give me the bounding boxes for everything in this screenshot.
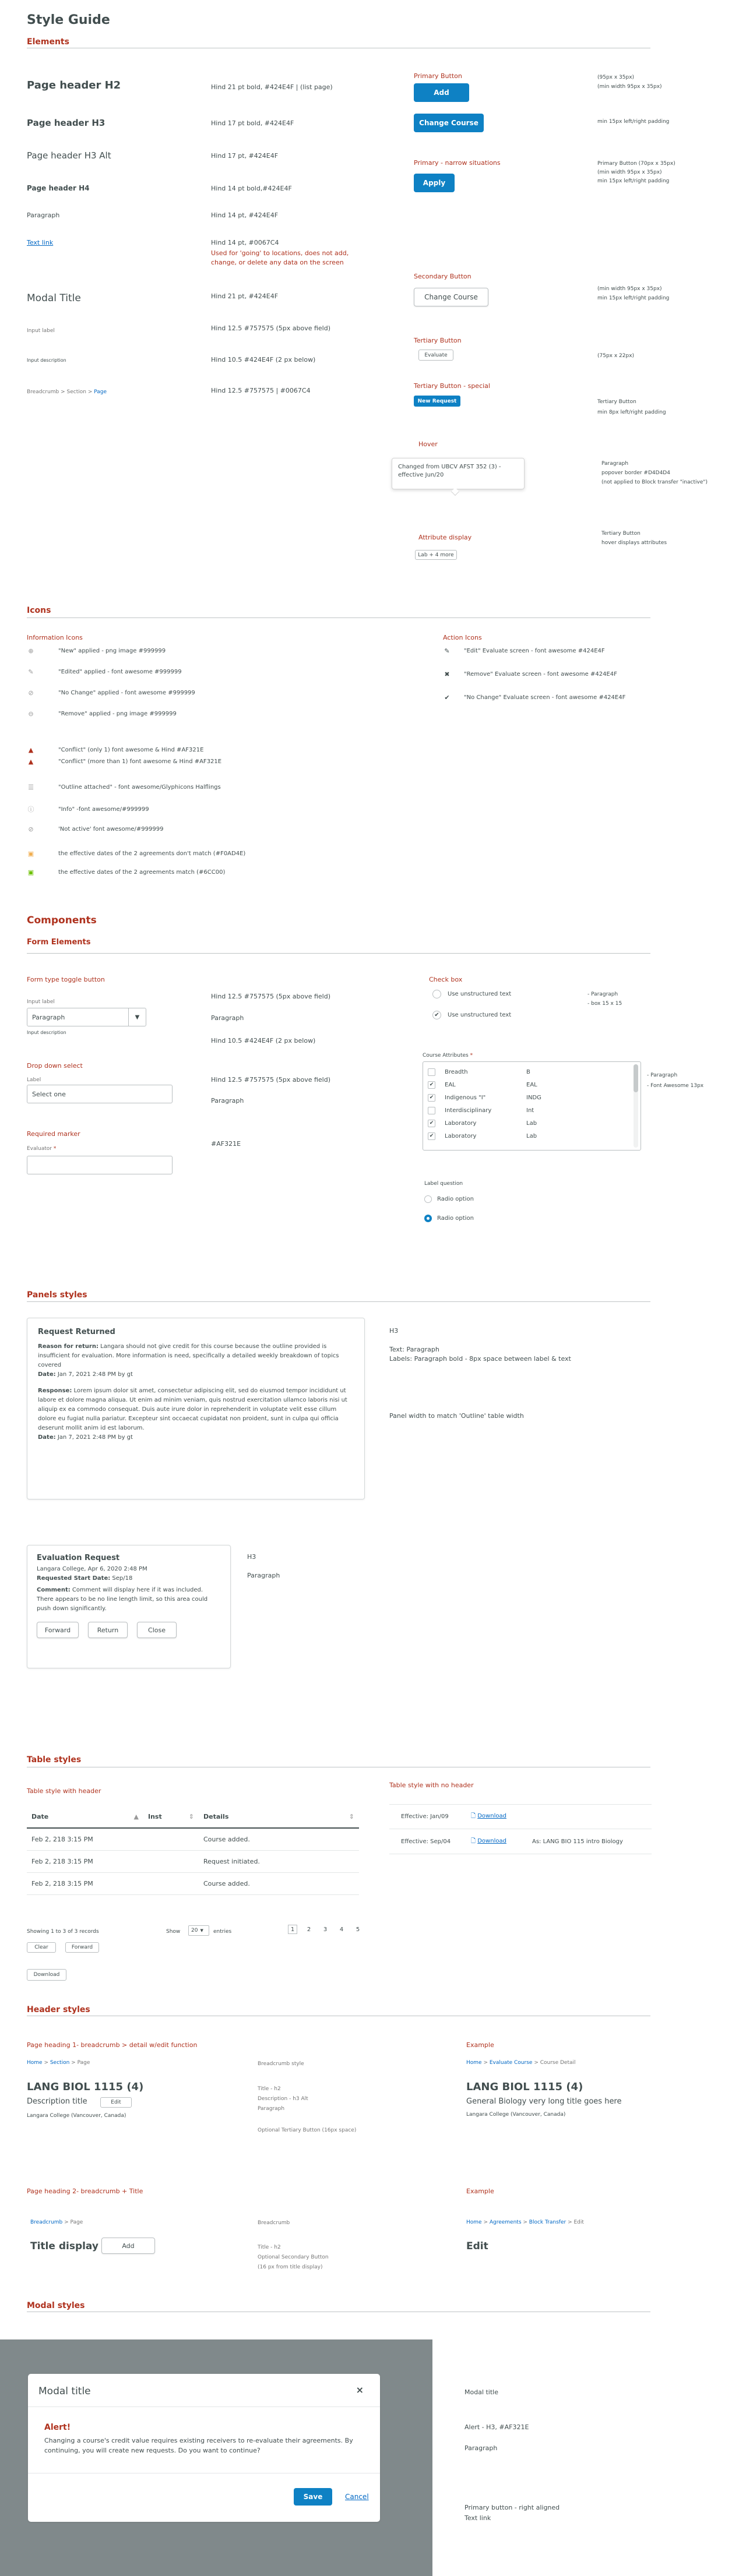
- download-link[interactable]: 🗋 Download: [471, 1837, 506, 1844]
- paragraph-sample: Paragraph: [27, 211, 60, 219]
- primary-spec-2: (min width 95px x 35px): [597, 84, 662, 90]
- panel-spec-text1: Text: Paragraph: [389, 1346, 439, 1353]
- checkbox-checked[interactable]: ✔: [432, 1011, 441, 1019]
- checkbox-checked[interactable]: ✔: [428, 1132, 435, 1140]
- download-button[interactable]: Download: [27, 1969, 66, 1981]
- ex1-college: Langara College (Vancouver, Canada): [466, 2112, 566, 2118]
- input-label-sample: Input label: [27, 328, 55, 334]
- dropdown-spec-2: Paragraph: [211, 1097, 244, 1104]
- toggle-select[interactable]: [27, 1008, 146, 1026]
- info-icon-row: [27, 647, 166, 655]
- toggle-spec-2: Paragraph: [211, 1014, 244, 1022]
- tertiary-spec: (75px x 22px): [597, 353, 635, 359]
- modal-spec-4: Primary button - right aligned: [465, 2504, 560, 2511]
- course-attribute-item[interactable]: [423, 1078, 629, 1091]
- toggle-spec-1: Hind 12.5 #757575 (5px above field): [211, 993, 331, 1000]
- new-icon: ⊕: [28, 647, 34, 655]
- eval-spec-h3: H3: [247, 1553, 256, 1561]
- h2-label: Page heading 2- breadcrumb + Title: [27, 2187, 143, 2195]
- table-header-label: Table style with header: [27, 1787, 101, 1795]
- modal-body: Changing a course's credit value requires existing receivers to re-evaluate their agreements. By continuing, you will create new requests. Do you want to continue?: [44, 2437, 353, 2454]
- secondary-spec-1: (min width 95px x 35px): [597, 286, 662, 292]
- table-row: Effective: Jan/09 🗋 Download: [389, 1805, 652, 1829]
- download-link[interactable]: 🗋 Download: [471, 1813, 506, 1819]
- info-icon-text: "No Change" applied - font awesome #999999: [58, 689, 195, 696]
- action-icon-text: "Remove" Evaluate screen - font awesome #424E4F: [464, 671, 617, 677]
- checkbox-checked[interactable]: ✔: [428, 1081, 435, 1089]
- modal-title-spec: Hind 21 pt, #424E4F: [211, 292, 279, 300]
- no-change-icon: ⊘: [28, 689, 34, 697]
- remove-icon[interactable]: ✖: [444, 670, 450, 678]
- info-icon-row: [27, 849, 245, 858]
- tertiary-special-spec-1: Tertiary Button: [597, 399, 636, 405]
- page-4[interactable]: 4: [339, 1926, 344, 1933]
- attribute-display-label: Attribute display: [418, 534, 472, 541]
- panels-heading: Panels styles: [27, 1290, 87, 1300]
- info-icon-text: "Conflict" (more than 1) font awesome & Hind #AF321E: [58, 758, 222, 765]
- radio-selected[interactable]: [424, 1215, 432, 1222]
- dropdown-spec-1: Hind 12.5 #757575 (5px above field): [211, 1076, 331, 1084]
- file-icon: 🗋: [471, 1813, 476, 1819]
- ex1-breadcrumb: Home > Evaluate Course > Course Detail: [466, 2060, 576, 2066]
- info-icons-label: Information Icons: [27, 634, 83, 641]
- page-3[interactable]: 3: [323, 1926, 328, 1933]
- ex1-title: LANG BIOL 1115 (4): [466, 2081, 583, 2093]
- course-attribute-code: Lab: [526, 1132, 537, 1139]
- h2-sample: Page header H2: [27, 79, 121, 91]
- modal-alert: Alert!: [44, 2423, 71, 2432]
- h1-breadcrumb: Home > Section > Page: [27, 2060, 90, 2066]
- narrow-button-label: Primary - narrow situations: [414, 159, 501, 167]
- hover-popover: [392, 458, 525, 489]
- narrow-spec-2: (min width 95px x 35px): [597, 170, 662, 175]
- course-attribute-item[interactable]: [423, 1117, 629, 1130]
- example-label-2: Example: [466, 2187, 494, 2195]
- table-row: Feb 2, 218 3:15 PM Course added.: [27, 1828, 359, 1850]
- entries-label: entries: [213, 1929, 232, 1935]
- course-attribute-code: INDG: [526, 1094, 541, 1101]
- checkbox-text-2: Use unstructured text: [448, 1012, 512, 1018]
- course-attribute-name: Breadth: [445, 1068, 468, 1075]
- table-row: Effective: Sep/04 🗋 Download As: LANG BIO 115 intro Biology: [389, 1829, 652, 1854]
- h4-sample: Page header H4: [27, 184, 90, 192]
- chevron-down-icon: ▼: [128, 1008, 146, 1026]
- modal-dialog: [28, 2374, 380, 2522]
- col-date[interactable]: Date ▲: [27, 1806, 143, 1828]
- h2-spec-2: Title - h2: [258, 2245, 281, 2250]
- hover-spec-3: (not applied to Block transfer "inactive"): [601, 479, 708, 485]
- tertiary-button-label: Tertiary Button: [414, 337, 462, 344]
- course-attribute-name: Indigenous "I": [445, 1094, 486, 1101]
- history-table: [27, 1806, 359, 1895]
- ex2-breadcrumb: Home > Agreements > Block Transfer > Edit: [466, 2219, 584, 2225]
- page-5[interactable]: 5: [356, 1926, 360, 1933]
- date-2: Date: Jan 7, 2021 2:48 PM by gt: [38, 1434, 133, 1441]
- modal-spec-3: Paragraph: [465, 2444, 498, 2452]
- checkbox-checked[interactable]: ✔: [428, 1094, 435, 1102]
- checkbox-label: Check box: [429, 976, 463, 983]
- clear-button[interactable]: Clear: [27, 1942, 56, 1953]
- attribute-more-button[interactable]: Lab + 4 more: [415, 550, 457, 560]
- course-attribute-code: Lab: [526, 1120, 537, 1127]
- info-icon-text: the effective dates of the 2 agreements don't match (#F0AD4E): [58, 850, 246, 857]
- info-icon-row: [27, 710, 177, 718]
- info-icon-text: 'Not active' font awesome/#999999: [58, 825, 164, 832]
- info-icon-text: "Edited" applied - font awesome #999999: [58, 668, 182, 675]
- check-icon[interactable]: ✔: [444, 693, 450, 701]
- ex2-title: Edit: [466, 2240, 488, 2252]
- show-label: Show: [166, 1929, 181, 1935]
- course-attribute-name: Laboratory: [445, 1120, 477, 1127]
- h1-college: Langara College (Vancouver, Canada): [27, 2113, 126, 2119]
- h1-edit-button[interactable]: Edit: [100, 2097, 132, 2108]
- attr-spec-1: Tertiary Button: [601, 531, 641, 537]
- info-icons-list: [27, 647, 388, 880]
- h2-spec-4: (16 px from title display): [258, 2264, 323, 2270]
- table-row: Feb 2, 218 3:15 PM Course added.: [27, 1872, 359, 1894]
- tertiary-special-spec-2: min 8px left/right padding: [597, 410, 666, 415]
- removed-icon: ⊖: [28, 710, 34, 718]
- dates-mismatch-icon: ▣: [27, 849, 34, 858]
- course-attribute-item[interactable]: [423, 1130, 629, 1142]
- info-icon-text: "Remove" applied - png image #999999: [58, 710, 177, 717]
- h4-spec: Hind 14 pt bold,#424E4F: [211, 185, 292, 192]
- action-icon-text: "Edit" Evaluate screen - font awesome #424E4F: [464, 647, 605, 654]
- components-heading: Components: [27, 915, 97, 926]
- checkbox-unchecked[interactable]: [432, 990, 441, 998]
- breadcrumb-spec: Hind 12.5 #757575 | #0067C4: [211, 387, 311, 394]
- info-icon-row: [27, 689, 195, 697]
- scrollbar-track[interactable]: [634, 1064, 638, 1148]
- info-icon-row: [27, 868, 225, 876]
- apply-button[interactable]: Apply: [414, 174, 455, 192]
- request-returned-panel: [27, 1318, 365, 1499]
- outline-icon: ☰: [28, 783, 34, 791]
- h2-title: Title display: [30, 2240, 98, 2252]
- panel-spec-width: Panel width to match 'Outline' table width: [389, 1412, 524, 1420]
- secondary-button-label: Secondary Button: [414, 273, 471, 280]
- close-button[interactable]: Close: [137, 1622, 177, 1638]
- action-icon-text: "No Change" Evaluate screen - font awesome #424E4F: [464, 694, 626, 701]
- course-attribute-item[interactable]: [423, 1091, 629, 1104]
- h2-spec: Hind 21 pt bold, #424E4F | (list page): [211, 83, 333, 91]
- return-button[interactable]: Return: [88, 1622, 128, 1638]
- dropdown-select[interactable]: Select one: [27, 1085, 173, 1103]
- conflicts-icon: ▲: [28, 757, 34, 765]
- chevron-down-icon: ▼: [200, 1928, 203, 1933]
- page-1[interactable]: 1: [288, 1925, 297, 1934]
- eval-spec-p: Paragraph: [247, 1572, 280, 1579]
- primary-button-label: Primary Button: [414, 72, 462, 80]
- modal-spec-1: Modal title: [465, 2388, 499, 2396]
- col-details[interactable]: Details ⇕: [199, 1806, 359, 1828]
- modal-spec-2: Alert - H3, #AF321E: [465, 2423, 529, 2431]
- h2-add-button[interactable]: Add: [101, 2238, 155, 2254]
- course-attribute-item[interactable]: [423, 1065, 629, 1078]
- radio-option-2: Radio option: [437, 1215, 474, 1222]
- dropdown-label: Drop down select: [27, 1062, 83, 1070]
- scrollbar-thumb[interactable]: [634, 1064, 638, 1092]
- paragraph-spec: Hind 14 pt, #424E4F: [211, 211, 279, 219]
- hover-spec-1: Paragraph: [601, 461, 629, 467]
- panel-spec-text2: Labels: Paragraph bold - 8px space between label & text: [389, 1355, 571, 1363]
- toggle-input-label: Input label: [27, 999, 55, 1005]
- info-icon-row: [27, 825, 163, 833]
- page-title: Style Guide: [27, 13, 110, 27]
- course-attribute-name: Interdisciplinary: [445, 1107, 492, 1114]
- file-icon: 🗋: [471, 1837, 476, 1844]
- info-icon-row: [27, 783, 221, 791]
- form-elements-heading: Form Elements: [27, 938, 91, 947]
- tables-heading: Table styles: [27, 1755, 82, 1765]
- dropdown-field-label: Label: [27, 1077, 41, 1083]
- toggle-select-value: Paragraph: [32, 1013, 65, 1021]
- input-label-spec: Hind 12.5 #757575 (5px above field): [211, 324, 331, 332]
- input-desc-sample: Input description: [27, 358, 66, 363]
- elements-heading: Elements: [27, 37, 69, 47]
- sort-icon[interactable]: ⇕: [349, 1813, 354, 1820]
- sort-icon[interactable]: ▲: [133, 1813, 139, 1820]
- h1-desc: Description title: [27, 2097, 87, 2106]
- course-spec-2: - Font Awesome 13px: [647, 1083, 704, 1089]
- h3-spec: Hind 17 pt bold, #424E4F: [211, 119, 294, 127]
- sort-icon[interactable]: ⇕: [188, 1813, 194, 1820]
- close-icon[interactable]: ×: [356, 2384, 364, 2395]
- info-icon-text: the effective dates of the 2 agreements match (#6CC00): [58, 869, 226, 876]
- noheader-table: [389, 1804, 652, 1854]
- example-label-1: Example: [466, 2041, 494, 2049]
- h1-label: Page heading 1- breadcrumb > detail w/edit function: [27, 2041, 198, 2049]
- course-spec-1: - Paragraph: [647, 1072, 678, 1078]
- h2-spec-1: Breadcrumb: [258, 2220, 290, 2226]
- h1-title: LANG BIOL 1115 (4): [27, 2081, 144, 2093]
- info-icon-row: [27, 805, 149, 813]
- edit-icon[interactable]: ✎: [444, 647, 450, 655]
- action-icons-list: [443, 647, 676, 717]
- info-icon-row: [27, 746, 203, 754]
- modal-spec-5: Text link: [465, 2514, 491, 2522]
- table-row: Feb 2, 218 3:15 PM Request initiated.: [27, 1850, 359, 1872]
- eval-title: Evaluation Request: [37, 1554, 120, 1562]
- primary-spec-3: min 15px left/right padding: [597, 119, 670, 125]
- text-link-note: Used for 'going' to locations, does not add, change, or delete any data on the screen: [211, 249, 349, 266]
- action-icon-row: [443, 670, 617, 678]
- eval-line1: Langara College, Apr 6, 2020 2:48 PM: [37, 1566, 147, 1572]
- eval-buttons: [37, 1622, 221, 1638]
- course-attribute-code: Int: [526, 1107, 534, 1114]
- eval-start: Requested Start Date: Sep/18: [37, 1575, 133, 1582]
- col-inst[interactable]: Inst ⇕: [143, 1806, 199, 1828]
- reason-block: Reason for return: Langara should not give credit for this course because the outline provided is insufficient for evaluation. More information is need, specifically a detailed weekly breakdown of topics covered: [38, 1343, 339, 1368]
- narrow-spec-1: Primary Button (70px x 35px): [597, 161, 675, 167]
- required-spec: #AF321E: [211, 1140, 241, 1148]
- info-icon-row: [27, 757, 221, 765]
- narrow-spec-3: min 15px left/right padding: [597, 178, 670, 184]
- course-attribute-name: EAL: [445, 1081, 456, 1088]
- h2-spec-3: Optional Secondary Button: [258, 2254, 329, 2260]
- h3-alt-spec: Hind 17 pt, #424E4F: [211, 152, 279, 160]
- icons-heading: Icons: [27, 606, 51, 615]
- date-1: Date: Jan 7, 2021 2:48 PM by gt: [38, 1371, 133, 1378]
- attr-spec-2: hover displays attributes: [601, 540, 667, 546]
- table-noheader-label: Table style with no header: [389, 1781, 474, 1789]
- modal-save-button[interactable]: Save: [294, 2488, 332, 2506]
- showing-records: Showing 1 to 3 of 3 records: [27, 1929, 99, 1935]
- action-icon-row: [443, 693, 625, 701]
- h3-alt-sample: Page header H3 Alt: [27, 150, 111, 161]
- modal-title: Modal title: [38, 2386, 91, 2397]
- course-attributes-list[interactable]: [423, 1061, 641, 1151]
- checkbox-unchecked[interactable]: [428, 1107, 435, 1114]
- dates-match-icon: ▣: [27, 868, 34, 876]
- text-link-sample[interactable]: Text link: [27, 239, 54, 246]
- forward-table-button[interactable]: Forward: [65, 1942, 99, 1953]
- evaluation-request-panel: [27, 1545, 231, 1668]
- pagination: [288, 1925, 363, 1934]
- label-question: Label question: [424, 1181, 463, 1187]
- page-2[interactable]: 2: [307, 1926, 311, 1933]
- toggle-label: Form type toggle button: [27, 976, 105, 983]
- checkbox-checked[interactable]: ✔: [428, 1120, 435, 1127]
- course-attribute-item[interactable]: [423, 1104, 629, 1117]
- radio-option-1: Radio option: [437, 1196, 474, 1202]
- info-icon-text: "Info" -font awesome/#999999: [58, 806, 149, 813]
- toggle-spec-3: Hind 10.5 #424E4F (2 px below): [211, 1037, 316, 1044]
- modal-cancel-link[interactable]: Cancel: [345, 2493, 369, 2501]
- info-icon-text: "Outline attached" - font awesome/Glyphicons Halflings: [58, 784, 221, 791]
- checkbox-spec-2: - box 15 x 15: [587, 1001, 622, 1007]
- course-attribute-name: Laboratory: [445, 1132, 477, 1139]
- info-icon-text: "New" applied - png image #999999: [58, 647, 166, 654]
- toggle-input-desc: Input description: [27, 1030, 66, 1035]
- conflict-icon: ▲: [28, 746, 34, 754]
- hover-label: Hover: [418, 440, 438, 448]
- change-course-button[interactable]: Change Course: [414, 114, 484, 132]
- evaluate-button[interactable]: Evaluate: [418, 350, 453, 361]
- h1-spec-2: Title - h2: [258, 2086, 281, 2092]
- edited-icon: ✎: [28, 668, 34, 676]
- response-block: Response: Lorem ipsum dolor sit amet, consectetur adipiscing elit, sed do eiusmod tempor incididunt ut labore et dolore magna aliqua. Ut enim ad minim veniam, quis nostrud exercitation ullamco laboris nisi ut aliquip ex ea commodo consequat. Duis aute irure dolor in reprehenderit in voluptate velit esse cillum dolore eu fugiat nulla pariatur. Excepteur sint occaecat cupidatat non proident, sunt in culpa qui officia deserunt mollit anim id est laborum.: [38, 1388, 347, 1431]
- request-title: Request Returned: [38, 1328, 115, 1336]
- required-field-label: Evaluator *: [27, 1146, 57, 1152]
- hover-popover-text: Changed from UBCV AFST 352 (3) - effective Jun/20: [398, 464, 501, 478]
- info-icon-text: "Conflict" (only 1) font awesome & Hind #AF321E: [58, 746, 204, 753]
- panel-spec-h3: H3: [389, 1327, 399, 1335]
- info-icon-row: [27, 668, 182, 676]
- modal-heading: Modal styles: [27, 2301, 85, 2310]
- action-icon-row: [443, 647, 605, 655]
- secondary-change-course-button[interactable]: Change Course: [414, 288, 488, 306]
- action-icons-label: Action Icons: [443, 634, 482, 641]
- info-icon: ⓘ: [27, 806, 34, 813]
- h1-spec-5: Optional Tertiary Button (16px space): [258, 2127, 357, 2133]
- h1-spec-1: Breadcrumb style: [258, 2061, 304, 2067]
- breadcrumb-sample: Breadcrumb > Section > Page: [27, 389, 107, 395]
- h1-spec-4: Paragraph: [258, 2106, 285, 2112]
- required-marker-label: Required marker: [27, 1130, 80, 1138]
- modal-title-sample: Modal Title: [27, 292, 81, 304]
- checkbox-text-1: Use unstructured text: [448, 991, 512, 997]
- eval-comment: Comment: Comment will display here if it was included. There appears to be no line length limit, so this area could push down significantly.: [37, 1587, 208, 1612]
- headers-heading: Header styles: [27, 2005, 90, 2014]
- h1-spec-3: Description - h3 Alt: [258, 2096, 308, 2102]
- course-attribute-code: B: [526, 1068, 530, 1075]
- course-attribute-code: EAL: [526, 1081, 537, 1088]
- add-button[interactable]: Add: [414, 83, 469, 102]
- not-active-icon: ⊘: [28, 825, 34, 833]
- evaluator-input[interactable]: [27, 1156, 173, 1174]
- forward-button[interactable]: Forward: [37, 1622, 79, 1638]
- ex1-desc: General Biology very long title goes here: [466, 2097, 622, 2106]
- checkbox-spec-1: - Paragraph: [587, 991, 618, 997]
- new-request-button[interactable]: New Request: [414, 396, 460, 407]
- radio-unselected[interactable]: [424, 1195, 432, 1203]
- hover-spec-2: popover border #D4D4D4: [601, 470, 670, 476]
- input-desc-spec: Hind 10.5 #424E4F (2 px below): [211, 356, 316, 364]
- course-attributes-label: Course Attributes *: [423, 1053, 473, 1058]
- text-link-spec: Hind 14 pt, #0067C4: [211, 239, 279, 246]
- h3-sample: Page header H3: [27, 118, 105, 128]
- checkbox-unchecked[interactable]: [428, 1068, 435, 1076]
- primary-spec-1: (95px x 35px): [597, 75, 635, 80]
- tertiary-special-label: Tertiary Button - special: [414, 382, 490, 390]
- h2-breadcrumb: Breadcrumb > Page: [30, 2219, 83, 2225]
- entries-select[interactable]: 20 ▼: [188, 1925, 209, 1936]
- secondary-spec-2: min 15px left/right padding: [597, 295, 670, 301]
